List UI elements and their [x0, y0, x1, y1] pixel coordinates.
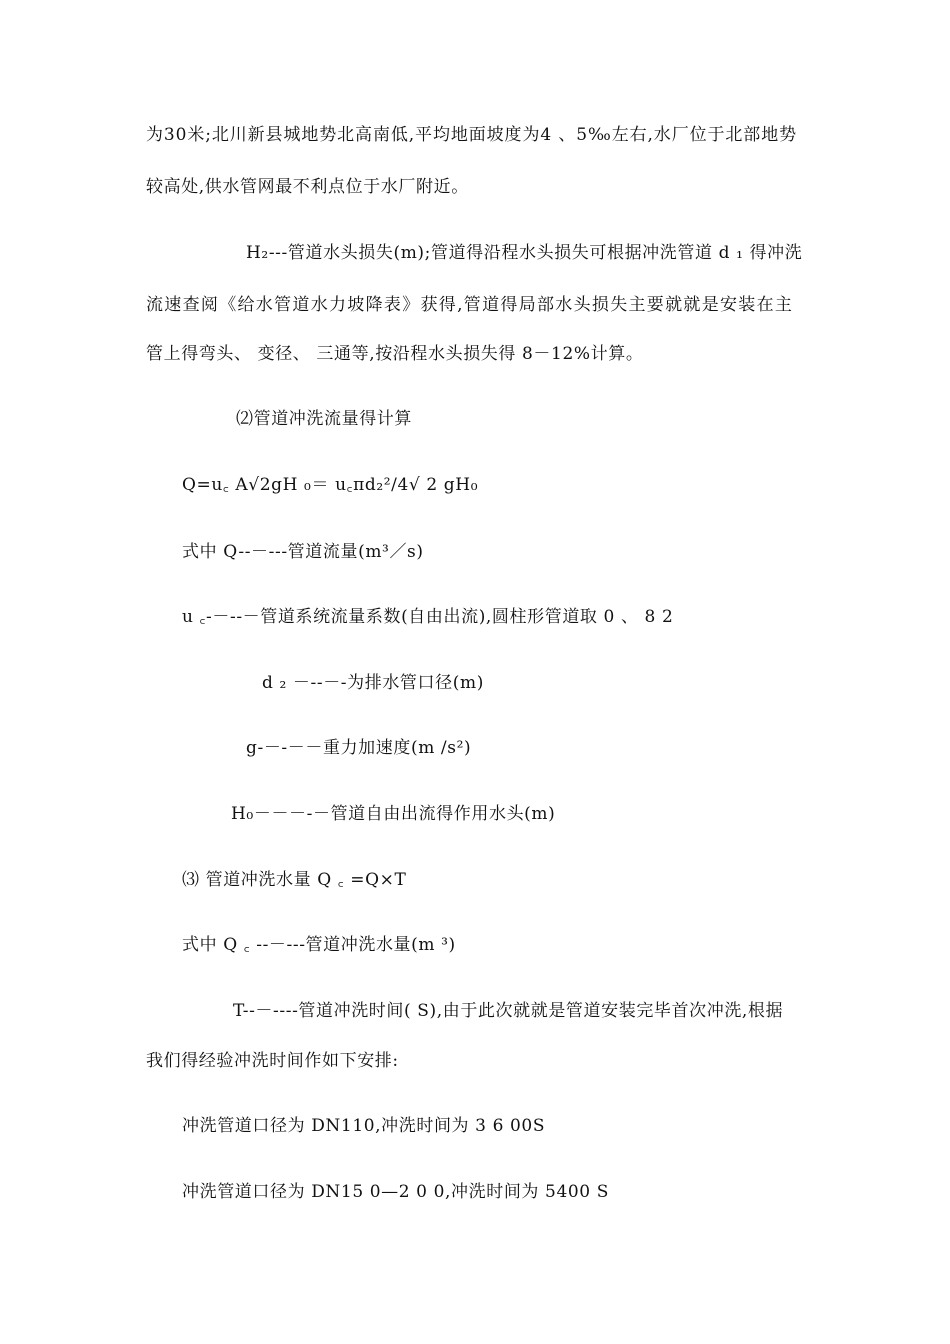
section-heading: ⑵管道冲洗流量得计算: [236, 409, 412, 429]
definition-line: 式中 Q ꜀ --－---管道冲洗水量(m ³): [182, 935, 456, 955]
formula-line: Q=u꜀ A√2gH ₀＝ u꜀πd₂²/4√ 2 gH₀: [182, 475, 479, 495]
definition-line: 式中 Q--－---管道流量(m³／s): [182, 542, 424, 562]
definition-line: u ꜀-－--－管道系统流量系数(自由出流),圆柱形管道取 0 、 8 2: [182, 607, 674, 627]
section-heading: ⑶ 管道冲洗水量 Q ꜀ =Q×T: [182, 870, 407, 890]
definition-line: d ₂ －--－-为排水管口径(m): [262, 673, 484, 693]
schedule-item: 冲洗管道口径为 DN15 0—2 0 0,冲洗时间为 5400 S: [182, 1182, 609, 1202]
paragraph-line: 为30米;北川新县城地势北高南低,平均地面坡度为4 、5‰左右,水厂位于北部地势: [146, 125, 798, 145]
definition-line: H₀－－－-－管道自由出流得作用水头(m): [231, 804, 556, 824]
paragraph-line: H₂---管道水头损失(m);管道得沿程水头损失可根据冲洗管道 d ₁ 得冲洗: [246, 243, 803, 263]
definition-line: g-－-－－重力加速度(m /s²): [246, 738, 472, 758]
definition-line: T--－----管道冲洗时间( S),由于此次就就是管道安装完毕首次冲洗,根据: [233, 1001, 784, 1021]
paragraph-line: 我们得经验冲洗时间作如下安排:: [146, 1051, 399, 1071]
schedule-item: 冲洗管道口径为 DN110,冲洗时间为 3 6 00S: [182, 1116, 546, 1136]
paragraph-line: 管上得弯头、 变径、 三通等,按沿程水头损失得 8－12%计算。: [146, 344, 644, 364]
paragraph-line: 流速查阅《给水管道水力坡降表》获得,管道得局部水头损失主要就就是安装在主: [146, 295, 794, 315]
paragraph-line: 较高处,供水管网最不利点位于水厂附近。: [146, 177, 469, 197]
